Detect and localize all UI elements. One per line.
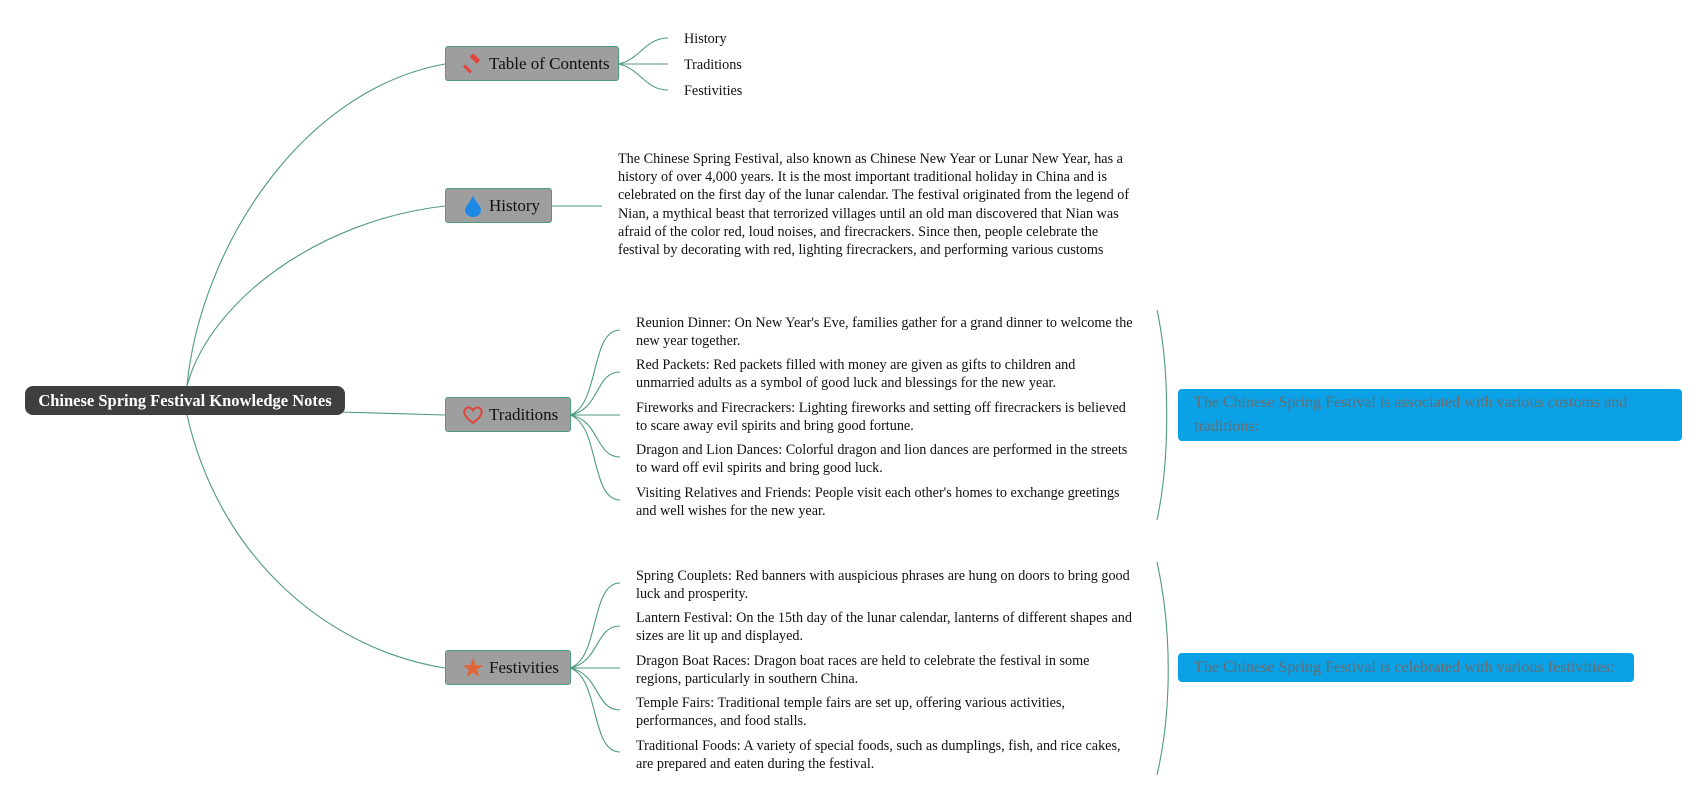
heart-icon bbox=[462, 404, 484, 426]
festivity-item: Lantern Festival: On the 15th day of the lunar calendar, lanterns of different shapes and sizes are lit up and displayed. bbox=[636, 610, 1132, 643]
topic-label: Traditions bbox=[489, 404, 559, 424]
traditions-summary[interactable]: The Chinese Spring Festival is associated with various customs and traditions: bbox=[1178, 389, 1682, 441]
link-trad-5 bbox=[570, 415, 620, 500]
festivity-item: Dragon Boat Races: Dragon boat races are held to celebrate the festival in some regions, particularly in southern China. bbox=[636, 653, 1090, 686]
link-trad-2 bbox=[570, 372, 620, 415]
tradition-item: Fireworks and Firecrackers: Lighting fireworks and setting off firecrackers is believed to scare away evil spirits and bring good fortune. bbox=[636, 400, 1126, 433]
topic-label: History bbox=[489, 195, 540, 215]
root-title: Chinese Spring Festival Knowledge Notes bbox=[38, 390, 332, 410]
topic-traditions[interactable] bbox=[445, 397, 571, 432]
toc-item-festivities[interactable]: Festivities bbox=[684, 83, 743, 99]
link-toc-festivities bbox=[618, 64, 668, 90]
link-fest-1 bbox=[570, 583, 620, 668]
tradition-item: Reunion Dinner: On New Year's Eve, families gather for a grand dinner to welcome the new year together. bbox=[636, 315, 1133, 348]
topic-label: Table of Contents bbox=[489, 53, 610, 73]
link-root-toc bbox=[187, 64, 445, 386]
topic-history[interactable] bbox=[445, 188, 552, 223]
topic-festivities[interactable] bbox=[445, 650, 571, 685]
root-topic[interactable] bbox=[25, 386, 345, 415]
water-drop-icon bbox=[462, 195, 484, 217]
bracket-festivities bbox=[1157, 562, 1168, 775]
link-toc-history bbox=[618, 38, 668, 64]
topic-table-of-contents[interactable] bbox=[445, 46, 619, 81]
bracket-traditions bbox=[1157, 310, 1167, 520]
tradition-item: Red Packets: Red packets filled with money are given as gifts to children and unmarried adults as a symbol of good luck and blessings for the new year. bbox=[636, 357, 1076, 390]
hammer-icon bbox=[462, 53, 484, 75]
festivities-summary[interactable]: The Chinese Spring Festival is celebrated with various festivities: bbox=[1178, 653, 1634, 682]
topic-label: Festivities bbox=[489, 657, 559, 677]
link-trad-4 bbox=[570, 415, 620, 457]
link-root-festivities bbox=[187, 415, 445, 668]
toc-item-traditions[interactable]: Traditions bbox=[684, 57, 742, 73]
link-fest-5 bbox=[570, 668, 620, 752]
tradition-item: Visiting Relatives and Friends: People visit each other's homes to exchange greetings and well wishes for the new year. bbox=[636, 485, 1120, 518]
festivity-item: Traditional Foods: A variety of special foods, such as dumplings, fish, and rice cakes, are prepared and eaten during the festival. bbox=[636, 738, 1121, 771]
link-fest-2 bbox=[570, 626, 620, 668]
festivity-item: Spring Couplets: Red banners with auspicious phrases are hung on doors to bring good luck and prosperity. bbox=[636, 568, 1130, 601]
history-text: The Chinese Spring Festival, also known as Chinese New Year or Lunar New Year, has a history of over 4,000 years. It is the most important traditional holiday in China and is celebrated on the first day of the lunar calendar. The festival originated from the legend of Nian, a mythical beast that terrorized villages until an old man discovered that Nian was afraid of the color red, loud noises, and firecrackers. Since then, people celebrate the festival by decorating with red, lighting firecrackers, and performing various customs bbox=[618, 151, 1130, 259]
toc-item-history[interactable]: History bbox=[684, 31, 727, 47]
link-root-history bbox=[187, 206, 445, 386]
link-fest-4 bbox=[570, 668, 620, 710]
link-trad-1 bbox=[570, 330, 620, 415]
link-root-traditions bbox=[340, 412, 445, 415]
star-icon bbox=[462, 657, 484, 679]
tradition-item: Dragon and Lion Dances: Colorful dragon and lion dances are performed in the streets to ward off evil spirits and bring good luck. bbox=[636, 442, 1128, 475]
festivity-item: Temple Fairs: Traditional temple fairs are set up, offering various activities, performances, and food stalls. bbox=[636, 695, 1065, 728]
